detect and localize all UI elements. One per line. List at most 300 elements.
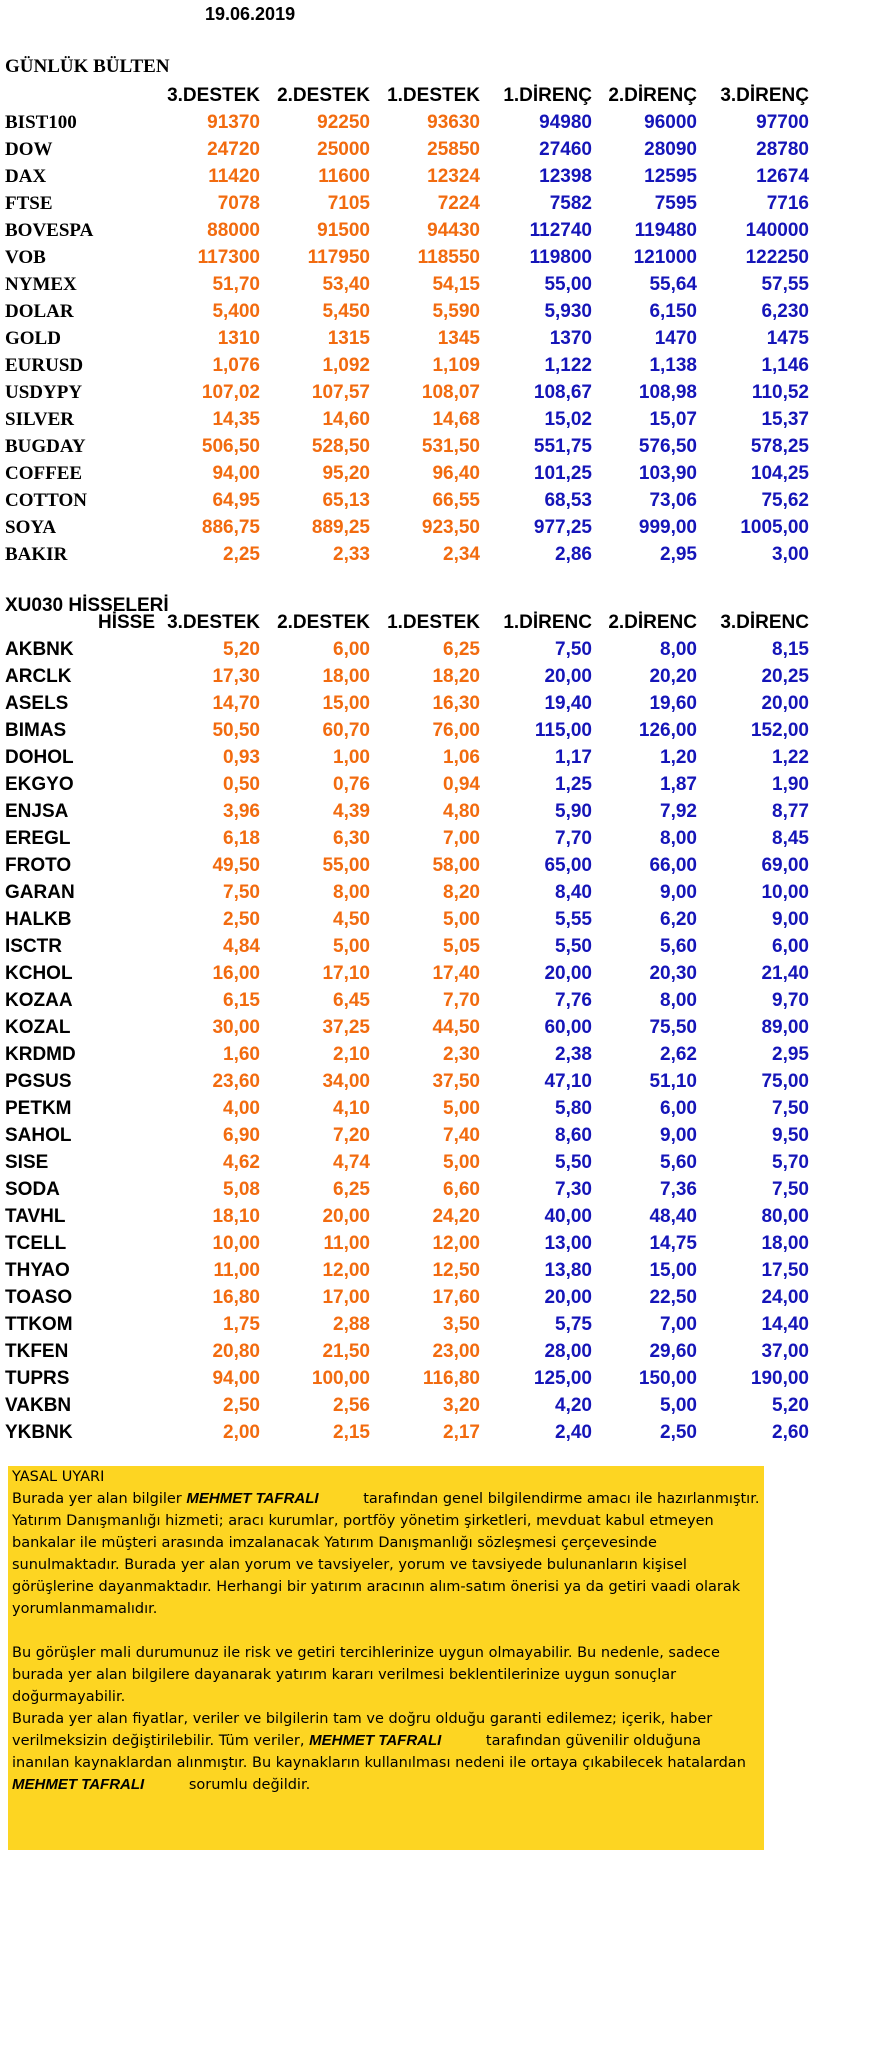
support-value: 1345 bbox=[437, 328, 480, 349]
resistance-value: 140000 bbox=[745, 220, 809, 241]
resistance-value: 2,50 bbox=[660, 1422, 697, 1443]
resistance-value: 15,07 bbox=[649, 409, 697, 430]
xu030-header-cell: 1.DİRENC bbox=[503, 612, 592, 633]
table-row bbox=[0, 987, 809, 1014]
instrument-name: KOZAL bbox=[5, 1017, 71, 1038]
resistance-value: 9,50 bbox=[772, 1125, 809, 1146]
support-value: 14,70 bbox=[212, 693, 260, 714]
resistance-value: 27460 bbox=[539, 139, 592, 160]
support-value: 2,17 bbox=[443, 1422, 480, 1443]
support-value: 1,75 bbox=[223, 1314, 260, 1335]
bulten-header-cell: 2.DESTEK bbox=[277, 85, 370, 106]
table-row bbox=[0, 690, 809, 717]
instrument-name: EURUSD bbox=[5, 355, 84, 376]
resistance-value: 7595 bbox=[654, 193, 697, 214]
resistance-value: 112740 bbox=[529, 220, 592, 241]
table-row bbox=[0, 1392, 809, 1419]
table-row bbox=[0, 298, 809, 325]
support-value: 6,15 bbox=[223, 990, 260, 1011]
support-value: 4,10 bbox=[333, 1098, 370, 1119]
table-row bbox=[0, 136, 809, 163]
table-row bbox=[0, 663, 809, 690]
support-value: 17,40 bbox=[432, 963, 480, 984]
support-value: 15,00 bbox=[322, 693, 370, 714]
instrument-name: DOLAR bbox=[5, 301, 74, 322]
table-row bbox=[0, 825, 809, 852]
support-value: 17,00 bbox=[322, 1287, 370, 1308]
support-value: 91500 bbox=[317, 220, 370, 241]
support-value: 11420 bbox=[208, 166, 260, 187]
resistance-value: 6,150 bbox=[649, 301, 697, 322]
resistance-value: 6,20 bbox=[660, 909, 697, 930]
support-value: 1,092 bbox=[322, 355, 370, 376]
support-value: 1,076 bbox=[212, 355, 260, 376]
support-value: 37,25 bbox=[322, 1017, 370, 1038]
table-row bbox=[0, 1365, 809, 1392]
resistance-value: 5,55 bbox=[555, 909, 592, 930]
table-row bbox=[0, 190, 809, 217]
instrument-name: DOHOL bbox=[5, 747, 74, 768]
instrument-name: ENJSA bbox=[5, 801, 69, 822]
resistance-value: 115,00 bbox=[534, 720, 592, 741]
table-row bbox=[0, 906, 809, 933]
resistance-value: 5,60 bbox=[660, 936, 697, 957]
resistance-value: 7716 bbox=[766, 193, 809, 214]
support-value: 10,00 bbox=[212, 1233, 260, 1254]
support-value: 17,60 bbox=[432, 1287, 480, 1308]
resistance-value: 578,25 bbox=[750, 436, 809, 457]
instrument-name: PETKM bbox=[5, 1098, 72, 1119]
resistance-value: 94980 bbox=[539, 112, 592, 133]
support-value: 16,30 bbox=[432, 693, 480, 714]
support-value: 506,50 bbox=[201, 436, 260, 457]
support-value: 11,00 bbox=[323, 1233, 370, 1254]
resistance-value: 8,00 bbox=[660, 828, 697, 849]
author-name: MEHMET TAFRALI bbox=[12, 1776, 145, 1793]
resistance-value: 4,20 bbox=[555, 1395, 592, 1416]
support-value: 2,25 bbox=[223, 544, 260, 565]
instrument-name: HALKB bbox=[5, 909, 72, 930]
support-value: 2,50 bbox=[223, 909, 260, 930]
resistance-value: 119480 bbox=[634, 220, 697, 241]
resistance-value: 110,52 bbox=[751, 382, 809, 403]
support-value: 1,109 bbox=[432, 355, 480, 376]
resistance-value: 8,60 bbox=[555, 1125, 592, 1146]
resistance-value: 7,36 bbox=[660, 1179, 697, 1200]
resistance-value: 150,00 bbox=[638, 1368, 697, 1389]
resistance-value: 13,80 bbox=[544, 1260, 592, 1281]
xu030-table bbox=[0, 609, 809, 1446]
support-value: 24720 bbox=[207, 139, 260, 160]
support-value: 886,75 bbox=[201, 517, 260, 538]
resistance-value: 103,90 bbox=[638, 463, 697, 484]
instrument-name: TCELL bbox=[5, 1233, 67, 1254]
support-value: 5,05 bbox=[443, 936, 480, 957]
table-row bbox=[0, 636, 809, 663]
support-value: 94430 bbox=[427, 220, 480, 241]
support-value: 7078 bbox=[217, 193, 260, 214]
resistance-value: 8,00 bbox=[660, 639, 697, 660]
instrument-name: KOZAA bbox=[5, 990, 73, 1011]
resistance-value: 18,00 bbox=[761, 1233, 809, 1254]
resistance-value: 19,40 bbox=[544, 693, 592, 714]
instrument-name: TUPRS bbox=[5, 1368, 70, 1389]
resistance-value: 5,50 bbox=[555, 1152, 592, 1173]
table-row bbox=[0, 1257, 809, 1284]
instrument-name: SAHOL bbox=[5, 1125, 72, 1146]
table-row bbox=[0, 460, 809, 487]
resistance-value: 20,00 bbox=[761, 693, 809, 714]
warning-text: tarafından genel bilgilendirme amacı ile hazırlanmıştır. Yatırım Danışmanlığı hizmeti; aracı kurumlar, portföy yönetim şirketleri, mevduat kabul etmeyen bankalar ile müşteri arasında imzalanacak Yatırım Danışmanlığı sözleşmesi çerçevesinde sunulmaktadır. Burada yer alan yorum ve tavsiyeler, yorum ve tavsiyede bulunanların kişisel görüşlerine dayanmaktadır. Herhangi bir yatırım aracının alım-satım önerisi ya da getiri vaadi olarak yorumlanmamalıdır. bbox=[12, 1491, 760, 1617]
resistance-value: 12674 bbox=[756, 166, 809, 187]
support-value: 889,25 bbox=[311, 517, 370, 538]
support-value: 7,40 bbox=[443, 1125, 480, 1146]
resistance-value: 5,90 bbox=[555, 801, 592, 822]
support-value: 108,07 bbox=[421, 382, 480, 403]
resistance-value: 37,00 bbox=[761, 1341, 809, 1362]
support-value: 107,57 bbox=[311, 382, 370, 403]
warning-text: Burada yer alan fiyatlar, veriler ve bilgilerin tam ve doğru olduğu garanti edilemez; içerik, haber verilmeksizin değiştirilebilir. Tüm veriler, bbox=[12, 1711, 713, 1749]
table-row bbox=[0, 744, 809, 771]
resistance-value: 101,25 bbox=[533, 463, 592, 484]
warning-paragraph-2: Bu görüşler mali durumunuz ile risk ve getiri tercihlerinize uygun olmayabilir. Bu nedenle, sadece burada yer alan bilgilere dayanarak yatırım kararı verilmesi beklentilerinize uygun sonuçlar doğurmayabilir. bbox=[12, 1645, 720, 1705]
resistance-value: 126,00 bbox=[638, 720, 697, 741]
table-row bbox=[0, 717, 809, 744]
support-value: 7,00 bbox=[443, 828, 480, 849]
support-value: 95,20 bbox=[322, 463, 370, 484]
support-value: 4,80 bbox=[443, 801, 480, 822]
table-row bbox=[0, 1230, 809, 1257]
resistance-value: 14,75 bbox=[649, 1233, 697, 1254]
resistance-value: 152,00 bbox=[750, 720, 809, 741]
resistance-value: 47,10 bbox=[544, 1071, 592, 1092]
support-value: 6,90 bbox=[223, 1125, 260, 1146]
resistance-value: 15,37 bbox=[761, 409, 809, 430]
bulten-table bbox=[0, 82, 809, 568]
support-value: 64,95 bbox=[212, 490, 260, 511]
table-row bbox=[0, 271, 809, 298]
xu030-header-cell: 3.DİRENC bbox=[720, 612, 809, 633]
instrument-name: BIMAS bbox=[5, 720, 67, 741]
support-value: 96,40 bbox=[432, 463, 480, 484]
table-row bbox=[0, 406, 809, 433]
support-value: 7,70 bbox=[443, 990, 480, 1011]
support-value: 94,00 bbox=[212, 1368, 260, 1389]
resistance-value: 108,67 bbox=[533, 382, 592, 403]
resistance-value: 7582 bbox=[549, 193, 592, 214]
support-value: 2,30 bbox=[443, 1044, 480, 1065]
xu030-title: XU030 HİSSELERİ bbox=[5, 595, 169, 616]
table-row bbox=[0, 1419, 809, 1446]
resistance-value: 14,40 bbox=[761, 1314, 809, 1335]
support-value: 3,50 bbox=[443, 1314, 480, 1335]
bulten-header-cell: 3.DİRENÇ bbox=[720, 85, 809, 106]
resistance-value: 19,60 bbox=[649, 693, 697, 714]
table-row bbox=[0, 1176, 809, 1203]
instrument-name: DAX bbox=[5, 166, 47, 187]
instrument-name: AKBNK bbox=[5, 639, 74, 660]
resistance-value: 8,45 bbox=[772, 828, 809, 849]
support-value: 7105 bbox=[327, 193, 370, 214]
bulten-header-cell: 1.DESTEK bbox=[387, 85, 480, 106]
support-value: 34,00 bbox=[322, 1071, 370, 1092]
support-value: 14,60 bbox=[322, 409, 370, 430]
support-value: 4,74 bbox=[333, 1152, 370, 1173]
table-row bbox=[0, 487, 809, 514]
support-value: 23,60 bbox=[212, 1071, 260, 1092]
support-value: 92250 bbox=[317, 112, 370, 133]
warning-paragraph-1 bbox=[12, 1488, 760, 1620]
support-value: 3,96 bbox=[223, 801, 260, 822]
instrument-name: DOW bbox=[5, 139, 53, 160]
bulten-header-cell: 3.DESTEK bbox=[167, 85, 260, 106]
support-value: 23,00 bbox=[432, 1341, 480, 1362]
support-value: 17,30 bbox=[212, 666, 260, 687]
legal-warning-box bbox=[8, 1466, 764, 1850]
support-value: 24,20 bbox=[432, 1206, 480, 1227]
warning-text: sorumlu değildir. bbox=[188, 1777, 311, 1793]
support-value: 923,50 bbox=[421, 517, 480, 538]
instrument-name: TTKOM bbox=[5, 1314, 73, 1335]
warning-text: Burada yer alan bilgiler bbox=[12, 1491, 182, 1507]
support-value: 76,00 bbox=[432, 720, 480, 741]
support-value: 6,45 bbox=[333, 990, 370, 1011]
instrument-name: SOYA bbox=[5, 517, 57, 538]
table-row bbox=[0, 325, 809, 352]
resistance-value: 5,50 bbox=[555, 936, 592, 957]
resistance-value: 122250 bbox=[745, 247, 809, 268]
table-row bbox=[0, 514, 809, 541]
support-value: 8,00 bbox=[333, 882, 370, 903]
support-value: 2,50 bbox=[223, 1395, 260, 1416]
resistance-value: 66,00 bbox=[649, 855, 697, 876]
resistance-value: 68,53 bbox=[544, 490, 592, 511]
resistance-value: 28780 bbox=[756, 139, 809, 160]
resistance-value: 80,00 bbox=[761, 1206, 809, 1227]
table-row bbox=[0, 1203, 809, 1230]
resistance-value: 15,00 bbox=[649, 1260, 697, 1281]
resistance-value: 97700 bbox=[756, 112, 809, 133]
resistance-value: 104,25 bbox=[750, 463, 809, 484]
support-value: 1310 bbox=[217, 328, 260, 349]
instrument-name: BAKIR bbox=[5, 544, 68, 565]
support-value: 55,00 bbox=[322, 855, 370, 876]
bulten-header-cell: 1.DİRENÇ bbox=[503, 85, 592, 106]
resistance-value: 20,00 bbox=[544, 1287, 592, 1308]
support-value: 18,00 bbox=[322, 666, 370, 687]
support-value: 0,94 bbox=[443, 774, 480, 795]
support-value: 5,08 bbox=[223, 1179, 260, 1200]
support-value: 44,50 bbox=[432, 1017, 480, 1038]
table-row bbox=[0, 1311, 809, 1338]
resistance-value: 12398 bbox=[539, 166, 592, 187]
resistance-value: 2,40 bbox=[555, 1422, 592, 1443]
support-value: 14,68 bbox=[432, 409, 480, 430]
resistance-value: 1005,00 bbox=[740, 517, 809, 538]
support-value: 88000 bbox=[207, 220, 260, 241]
table-row bbox=[0, 933, 809, 960]
support-value: 1315 bbox=[327, 328, 370, 349]
instrument-name: TAVHL bbox=[5, 1206, 66, 1227]
resistance-value: 5,75 bbox=[555, 1314, 592, 1335]
resistance-value: 75,00 bbox=[761, 1071, 809, 1092]
support-value: 12,00 bbox=[432, 1233, 480, 1254]
instrument-name: EKGYO bbox=[5, 774, 74, 795]
resistance-value: 17,50 bbox=[761, 1260, 809, 1281]
instrument-name: EREGL bbox=[5, 828, 71, 849]
resistance-value: 108,98 bbox=[638, 382, 697, 403]
support-value: 6,25 bbox=[443, 639, 480, 660]
resistance-value: 57,55 bbox=[761, 274, 809, 295]
table-row bbox=[0, 852, 809, 879]
support-value: 6,25 bbox=[333, 1179, 370, 1200]
resistance-value: 20,30 bbox=[649, 963, 697, 984]
resistance-value: 551,75 bbox=[533, 436, 592, 457]
resistance-value: 6,230 bbox=[761, 301, 809, 322]
resistance-value: 1,122 bbox=[544, 355, 592, 376]
bulten-title: GÜNLÜK BÜLTEN bbox=[5, 56, 170, 77]
support-value: 0,93 bbox=[223, 747, 260, 768]
support-value: 91370 bbox=[207, 112, 260, 133]
support-value: 53,40 bbox=[322, 274, 370, 295]
resistance-value: 20,00 bbox=[544, 666, 592, 687]
resistance-value: 1,20 bbox=[660, 747, 697, 768]
support-value: 7224 bbox=[437, 193, 480, 214]
resistance-value: 7,92 bbox=[660, 801, 697, 822]
table-row bbox=[0, 1041, 809, 1068]
support-value: 7,20 bbox=[333, 1125, 370, 1146]
support-value: 117300 bbox=[197, 247, 260, 268]
table-row bbox=[0, 163, 809, 190]
support-value: 18,20 bbox=[432, 666, 480, 687]
resistance-value: 1,87 bbox=[660, 774, 697, 795]
resistance-value: 9,00 bbox=[660, 882, 697, 903]
support-value: 58,00 bbox=[432, 855, 480, 876]
support-value: 12,00 bbox=[322, 1260, 370, 1281]
resistance-value: 9,00 bbox=[660, 1125, 697, 1146]
support-value: 531,50 bbox=[421, 436, 480, 457]
instrument-name: ISCTR bbox=[5, 936, 62, 957]
support-value: 4,84 bbox=[223, 936, 260, 957]
bulten-header-cell: 2.DİRENÇ bbox=[608, 85, 697, 106]
support-value: 1,06 bbox=[443, 747, 480, 768]
support-value: 116,80 bbox=[422, 1368, 480, 1389]
instrument-name: BUGDAY bbox=[5, 436, 86, 457]
resistance-value: 89,00 bbox=[761, 1017, 809, 1038]
instrument-name: TOASO bbox=[5, 1287, 73, 1308]
resistance-value: 1370 bbox=[549, 328, 592, 349]
resistance-value: 8,00 bbox=[660, 990, 697, 1011]
resistance-value: 119800 bbox=[529, 247, 592, 268]
resistance-value: 977,25 bbox=[533, 517, 592, 538]
table-row bbox=[0, 1095, 809, 1122]
resistance-value: 8,40 bbox=[555, 882, 592, 903]
bulten-header-row bbox=[0, 82, 809, 109]
support-value: 21,50 bbox=[322, 1341, 370, 1362]
table-row bbox=[0, 879, 809, 906]
resistance-value: 7,76 bbox=[555, 990, 592, 1011]
support-value: 6,18 bbox=[223, 828, 260, 849]
resistance-value: 7,70 bbox=[555, 828, 592, 849]
support-value: 12324 bbox=[427, 166, 480, 187]
instrument-name: PGSUS bbox=[5, 1071, 72, 1092]
support-value: 0,50 bbox=[223, 774, 260, 795]
support-value: 94,00 bbox=[212, 463, 260, 484]
table-row bbox=[0, 771, 809, 798]
resistance-value: 20,00 bbox=[544, 963, 592, 984]
resistance-value: 51,10 bbox=[649, 1071, 697, 1092]
instrument-name: SODA bbox=[5, 1179, 60, 1200]
instrument-name: BIST100 bbox=[5, 112, 77, 133]
resistance-value: 8,77 bbox=[772, 801, 809, 822]
resistance-value: 13,00 bbox=[544, 1233, 592, 1254]
support-value: 11600 bbox=[318, 166, 370, 187]
instrument-name: FTSE bbox=[5, 193, 53, 214]
table-row bbox=[0, 379, 809, 406]
support-value: 4,00 bbox=[223, 1098, 260, 1119]
resistance-value: 69,00 bbox=[761, 855, 809, 876]
support-value: 4,50 bbox=[333, 909, 370, 930]
support-value: 51,70 bbox=[212, 274, 260, 295]
table-row bbox=[0, 109, 809, 136]
support-value: 37,50 bbox=[432, 1071, 480, 1092]
support-value: 65,13 bbox=[322, 490, 370, 511]
support-value: 107,02 bbox=[201, 382, 260, 403]
resistance-value: 7,00 bbox=[660, 1314, 697, 1335]
support-value: 8,20 bbox=[443, 882, 480, 903]
resistance-value: 1475 bbox=[766, 328, 809, 349]
table-row bbox=[0, 244, 809, 271]
table-row bbox=[0, 960, 809, 987]
instrument-name: FROTO bbox=[5, 855, 72, 876]
bulten-header-name bbox=[0, 82, 155, 109]
instrument-name: COFFEE bbox=[5, 463, 83, 484]
support-value: 54,15 bbox=[432, 274, 480, 295]
resistance-value: 1,17 bbox=[555, 747, 592, 768]
instrument-name: ASELS bbox=[5, 693, 69, 714]
resistance-value: 121000 bbox=[633, 247, 697, 268]
support-value: 66,55 bbox=[432, 490, 480, 511]
resistance-value: 55,64 bbox=[649, 274, 697, 295]
instrument-name: NYMEX bbox=[5, 274, 77, 295]
resistance-value: 1,138 bbox=[649, 355, 697, 376]
support-value: 4,62 bbox=[223, 1152, 260, 1173]
support-value: 50,50 bbox=[212, 720, 260, 741]
resistance-value: 73,06 bbox=[649, 490, 697, 511]
resistance-value: 7,50 bbox=[555, 639, 592, 660]
support-value: 25850 bbox=[427, 139, 480, 160]
support-value: 93630 bbox=[427, 112, 480, 133]
resistance-value: 65,00 bbox=[544, 855, 592, 876]
resistance-value: 12595 bbox=[644, 166, 697, 187]
support-value: 12,50 bbox=[432, 1260, 480, 1281]
resistance-value: 96000 bbox=[644, 112, 697, 133]
resistance-value: 1,90 bbox=[772, 774, 809, 795]
instrument-name: TKFEN bbox=[5, 1341, 69, 1362]
instrument-name: KRDMD bbox=[5, 1044, 76, 1065]
instrument-name: GOLD bbox=[5, 328, 61, 349]
resistance-value: 21,40 bbox=[761, 963, 809, 984]
table-row bbox=[0, 541, 809, 568]
resistance-value: 8,15 bbox=[772, 639, 809, 660]
instrument-name: BOVESPA bbox=[5, 220, 94, 241]
resistance-value: 15,02 bbox=[544, 409, 592, 430]
support-value: 6,60 bbox=[443, 1179, 480, 1200]
resistance-value: 22,50 bbox=[649, 1287, 697, 1308]
table-row bbox=[0, 1149, 809, 1176]
table-row bbox=[0, 1068, 809, 1095]
resistance-value: 2,86 bbox=[555, 544, 592, 565]
